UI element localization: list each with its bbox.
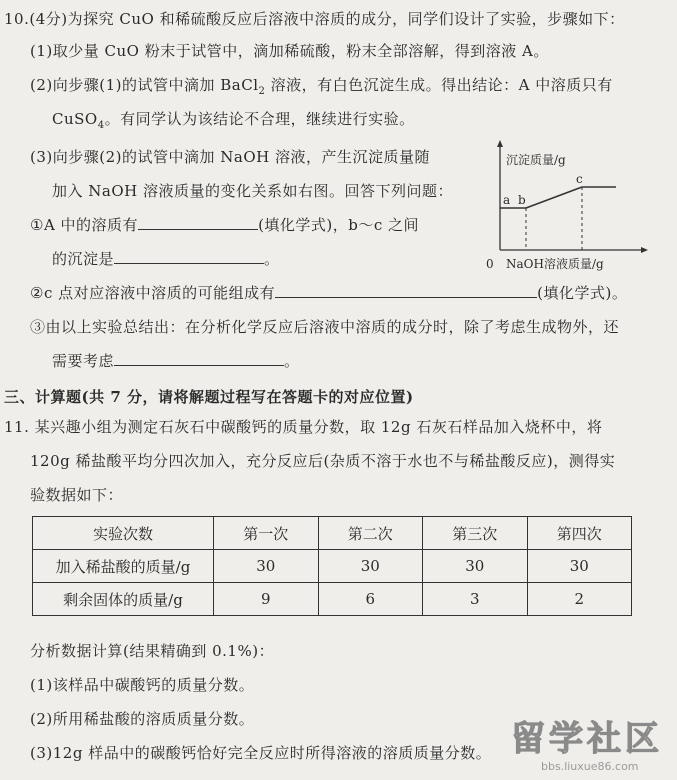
table-cell: 30 xyxy=(214,550,319,583)
origin-label: 0 xyxy=(486,257,494,271)
table-cell: 6 xyxy=(318,583,423,616)
q10-sub2: ②c 点对应溶液中溶质的可能组成有 (填化学式)。 xyxy=(30,284,628,302)
q11-line2: 120g 稀盐酸平均分四次加入，充分反应后(杂质不溶于水也不与稀盐酸反应)，测得实 xyxy=(30,452,616,470)
table-header-cell: 第三次 xyxy=(423,517,528,550)
watermark-url: bbs.liuxue86.com xyxy=(541,760,639,773)
precipitate-graph xyxy=(480,140,650,272)
y-axis-arrow xyxy=(497,140,503,147)
table-row xyxy=(33,550,632,583)
table-header-row xyxy=(33,517,632,550)
table-header-cell: 第二次 xyxy=(318,517,423,550)
site-watermark-logo xyxy=(505,710,673,776)
answer-blank-1[interactable] xyxy=(138,215,258,230)
table-header-cell: 第四次 xyxy=(527,517,632,550)
table-cell: 加入稀盐酸的质量/g xyxy=(33,550,214,583)
q10-step3-line2: 加入 NaOH 溶液质量的变化关系如右图。回答下列问题： xyxy=(52,182,453,200)
table-header-cell: 实验次数 xyxy=(33,517,214,550)
q10-sub1: ①A 中的溶质有 (填化学式)，b～c 之间 xyxy=(30,216,420,234)
data-table xyxy=(32,516,632,616)
table-cell: 30 xyxy=(423,550,528,583)
q10-sub3-line1: ③由以上实验总结出：在分析化学反应后溶液中溶质的成分时，除了考虑生成物外，还 xyxy=(30,318,620,336)
section3-heading: 三、计算题(共 7 分，请将解题过程写在答题卡的对应位置) xyxy=(4,388,414,406)
q11-line1: 11. 某兴趣小组为测定石灰石中碳酸钙的质量分数，取 12g 石灰石样品加入烧杯中，将 xyxy=(4,418,603,436)
q11-analysis: 分析数据计算(结果精确到 0.1%)： xyxy=(30,642,275,660)
q10-step2: (2)向步骤(1)的试管中滴加 BaCl$_2$ 溶液，有白色沉淀生成。得出结论：A 中溶质只有 xyxy=(30,76,613,97)
table-cell: 9 xyxy=(214,583,319,616)
table-cell: 3 xyxy=(423,583,528,616)
answer-blank-3[interactable] xyxy=(275,283,537,298)
y-axis-label: 沉淀质量/g xyxy=(506,153,566,167)
watermark-title: 留学社区 xyxy=(511,719,663,759)
x-axis-label: NaOH溶液质量/g xyxy=(506,257,604,271)
table-header-cell: 第一次 xyxy=(214,517,319,550)
table-cell: 30 xyxy=(318,550,423,583)
q10-sub1-line2: 的沉淀是 。 xyxy=(52,250,280,268)
q10-intro: 10.(4分)为探究 CuO 和稀硫酸反应后溶液中溶质的成分，同学们设计了实验，步骤如下： xyxy=(4,10,625,28)
answer-blank-4[interactable] xyxy=(114,351,284,366)
q11-sub3: (3)12g 样品中的碳酸钙恰好完全反应时所得溶液的溶质质量分数。 xyxy=(30,744,492,762)
q10-step2-line2: CuSO$_4$。有同学认为该结论不合理，继续进行实验。 xyxy=(52,110,415,131)
table-cell: 30 xyxy=(527,550,632,583)
point-a-label: a xyxy=(503,193,511,207)
point-b-label: b xyxy=(518,193,526,207)
q10-step1: (1)取少量 CuO 粉末于试管中，滴加稀硫酸，粉末全部溶解，得到溶液 A。 xyxy=(30,42,549,60)
x-axis-arrow xyxy=(641,247,648,253)
q11-sub2: (2)所用稀盐酸的溶质质量分数。 xyxy=(30,710,255,728)
q11-sub1: (1)该样品中碳酸钙的质量分数。 xyxy=(30,676,255,694)
point-c-label: c xyxy=(576,172,583,186)
segment-b-c xyxy=(526,187,582,208)
q10-step3-line1: (3)向步骤(2)的试管中滴加 NaOH 溶液，产生沉淀质量随 xyxy=(30,148,430,166)
answer-blank-2[interactable] xyxy=(114,249,264,264)
q10-sub3-line2: 需要考虑 。 xyxy=(52,352,300,370)
table-cell: 剩余固体的质量/g xyxy=(33,583,214,616)
table-row xyxy=(33,583,632,616)
q11-line3: 验数据如下： xyxy=(30,486,124,504)
table-cell: 2 xyxy=(527,583,632,616)
